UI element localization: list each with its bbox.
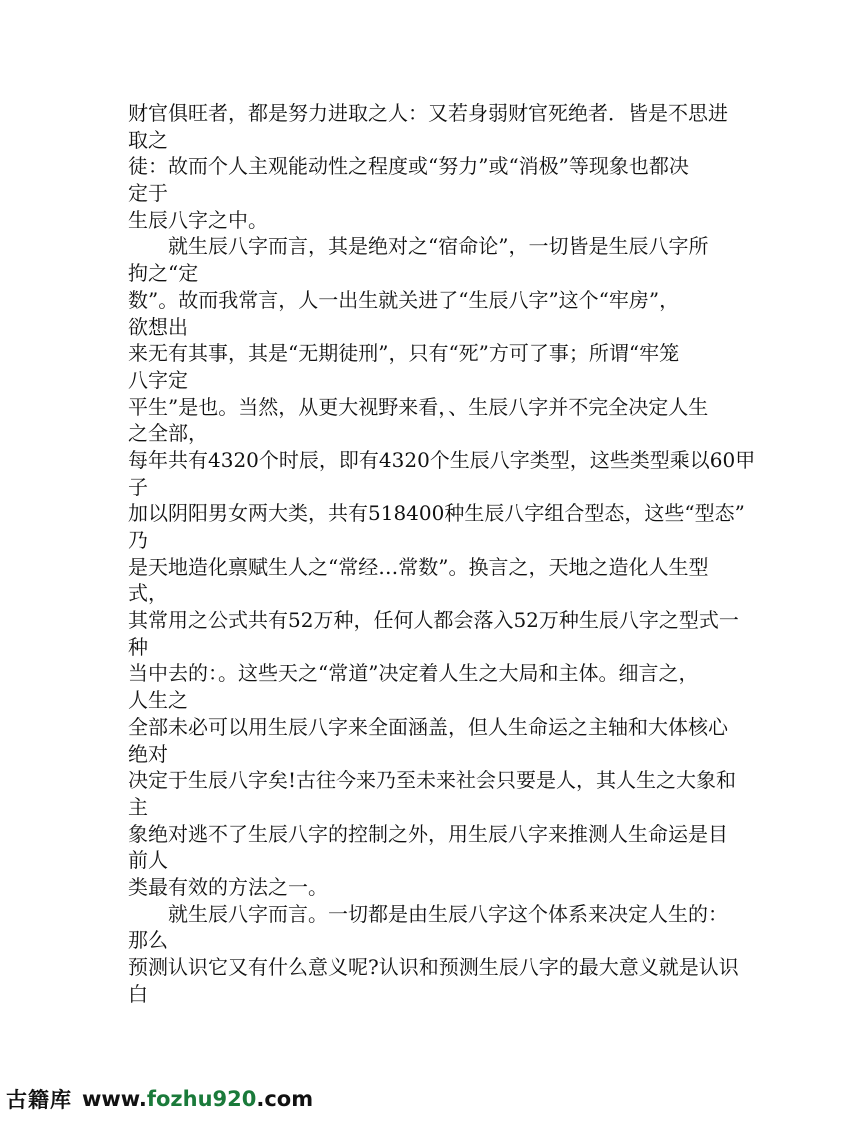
watermark-footer [6,1083,313,1115]
url-prefix: www. [82,1087,147,1111]
body-text [128,100,756,1007]
text-line: 每年共有4320个时辰，即有4320个生辰八字类型，这些类型乘以60甲 [128,447,756,472]
text-line: 就生辰八字而言，其是绝对之“宿命论”，一切皆是生辰八字所 [168,234,709,259]
text-line: 平生”是也。当然，从更大视野来看，、生辰八字并不完全决定人生 [128,394,709,419]
text-line: 之全部， [128,421,208,446]
text-line: 就生辰八字而言。一切都是由生辰八字这个体系来决定人生的： [168,901,728,926]
text-line: 决定于生辰八字矣!古往今来乃至未来社会只要是人，其人生之大象和 [128,768,737,793]
text-line: 式， [128,581,168,606]
text-line: 拘之“定 [128,261,199,286]
text-line: 前人 [128,848,168,873]
text-line: 数”。故而我常言，人一出生就关进了“生辰八字”这个“牢房”， [128,287,680,312]
text-line: 乃 [128,528,148,552]
text-line: 当中去的：。这些天之“常道”决定着人生之大局和主体。细言之， [128,661,699,686]
text-line: 象绝对逃不了生辰八字的控制之外，用生辰八字来推测人生命运是目 [128,821,728,846]
text-line: 来无有其事，其是“无期徒刑”，只有“死”方可了事；所谓“牢笼 [128,341,680,366]
text-line: 财官俱旺者，都是努力进取之人：又若身弱财官死绝者．皆是不思进 [128,101,728,125]
site-brand: 古籍库 [6,1088,72,1112]
text-line: 白 [128,981,148,1006]
text-line: 子 [128,474,148,499]
text-line: 主 [128,794,148,819]
text-line: 人生之 [128,688,188,713]
text-line: 其常用之公式共有52万种，任何人都会落入52万种生辰八字之型式一 [128,608,739,633]
text-line: 生辰八字之中。 [128,207,268,232]
text-line: 种 [128,634,148,659]
text-line: 定于 [128,181,168,206]
text-line: 那么 [128,928,168,953]
site-url [82,1087,313,1111]
text-line: 预测认识它又有什么意义呢?认识和预测生辰八字的最大意义就是认识 [128,955,739,979]
text-line: 类最有效的方法之一。 [128,874,328,899]
text-line: 欲想出 [128,314,188,339]
url-highlight: fozhu920 [146,1087,257,1111]
text-line: 加以阴阳男女两大类，共有518400种生辰八字组合型态，这些“型态” [128,501,745,526]
text-line: 全部未必可以用生辰八字来全面涵盖，但人生命运之主轴和大体核心 [128,714,728,739]
text-line: 八字定 [128,367,188,392]
text-line: 取之 [128,127,168,152]
url-suffix: .com [256,1087,314,1111]
text-line: 绝对 [128,741,168,766]
text-line: 徒：故而个人主观能动性之程度或“努力”或“消极”等现象也都决 [128,154,689,179]
text-line: 是天地造化禀赋生人之“常经…常数”。换言之，天地之造化人生型 [128,554,709,579]
